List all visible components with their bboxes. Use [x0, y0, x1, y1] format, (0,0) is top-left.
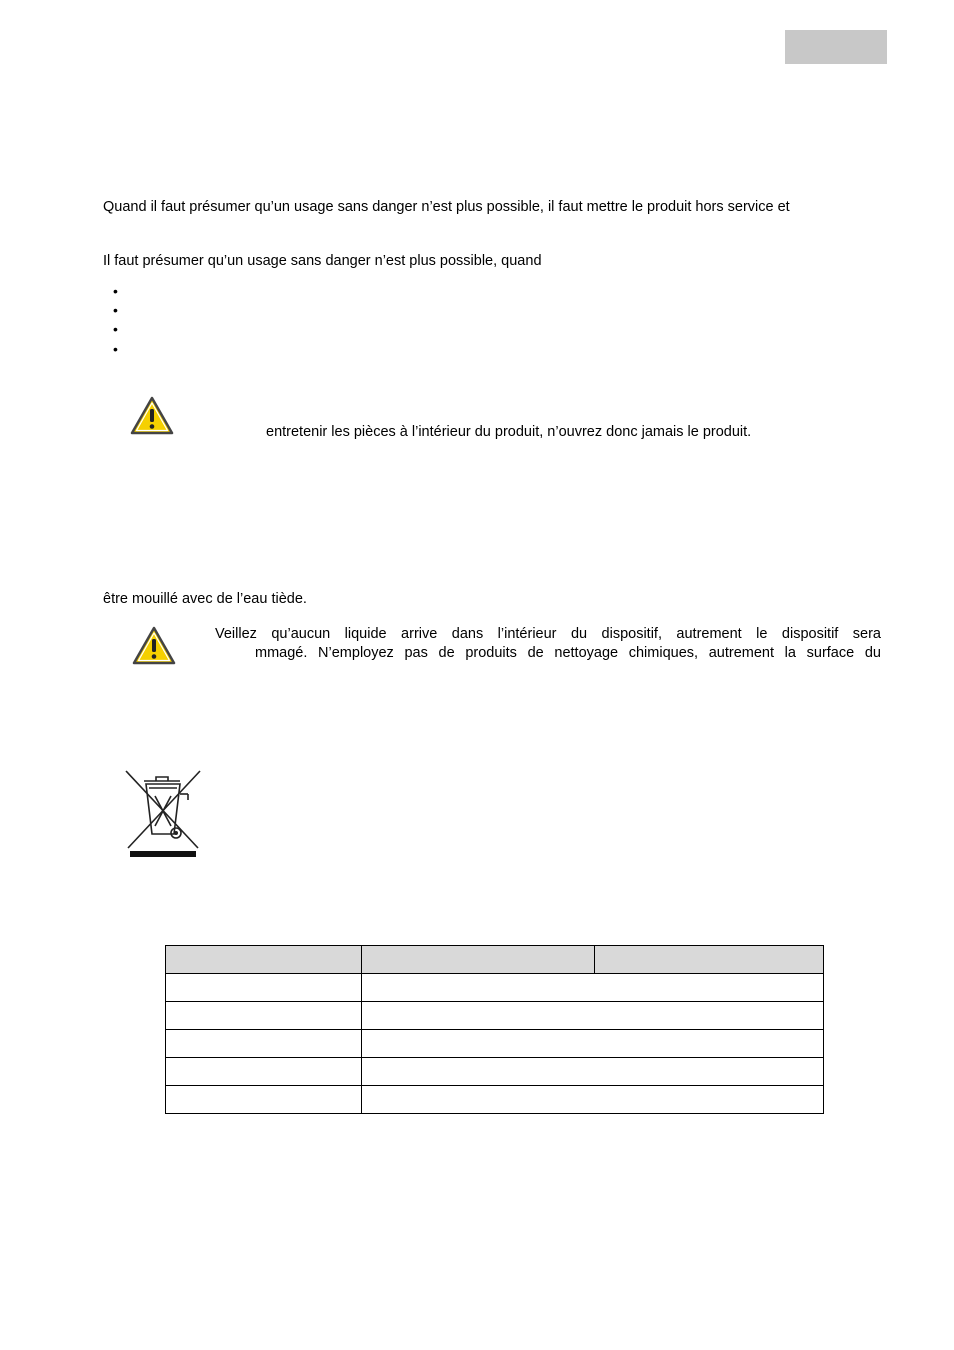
table-cell-value: [362, 1030, 824, 1058]
table-cell-label: [166, 1058, 362, 1086]
table-cell-value: [362, 1002, 824, 1030]
table-cell-value: [362, 1058, 824, 1086]
warning-2-text-line-2: mmagé. N’employez pas de produits de nettoyage chimiques, autrement la surface du: [255, 645, 881, 661]
table-header-row: [166, 946, 824, 974]
table-header-cell: [362, 946, 595, 974]
warning-triangle-icon: [132, 626, 176, 666]
table-cell-value: [362, 1086, 824, 1114]
bullet-item-1: •: [113, 283, 118, 299]
table-row: [166, 1030, 824, 1058]
warning-triangle-icon: [130, 396, 174, 436]
bullet-item-4: •: [113, 341, 118, 357]
spec-table: [165, 945, 824, 1114]
warning-2-text-line-1: Veillez qu’aucun liquide arrive dans l’intérieur du dispositif, autrement le dispositif sera: [215, 626, 881, 642]
table-row: [166, 1058, 824, 1086]
table-row: [166, 1002, 824, 1030]
bullet-item-3: •: [113, 321, 118, 337]
safety-text-line-2: Il faut présumer qu’un usage sans danger n’est plus possible, quand: [103, 253, 542, 269]
warning-1-text: entretenir les pièces à l’intérieur du produit, n’ouvrez donc jamais le produit.: [266, 424, 752, 440]
bullet-item-2: •: [113, 302, 118, 318]
crossed-out-wheelie-bin-icon: [122, 768, 204, 860]
cleaning-text-line-1: être mouillé avec de l’eau tiède.: [103, 591, 307, 607]
table-header-cell: [166, 946, 362, 974]
table-row: [166, 974, 824, 1002]
language-tab: [785, 30, 887, 64]
table-row: [166, 1086, 824, 1114]
table-cell-label: [166, 1002, 362, 1030]
table-cell-value: [362, 974, 824, 1002]
table-cell-label: [166, 974, 362, 1002]
table-cell-label: [166, 1086, 362, 1114]
table-cell-label: [166, 1030, 362, 1058]
table-header-cell: [595, 946, 824, 974]
safety-text-line-1: Quand il faut présumer qu’un usage sans danger n’est plus possible, il faut mettre le produit hors service et: [103, 199, 790, 215]
